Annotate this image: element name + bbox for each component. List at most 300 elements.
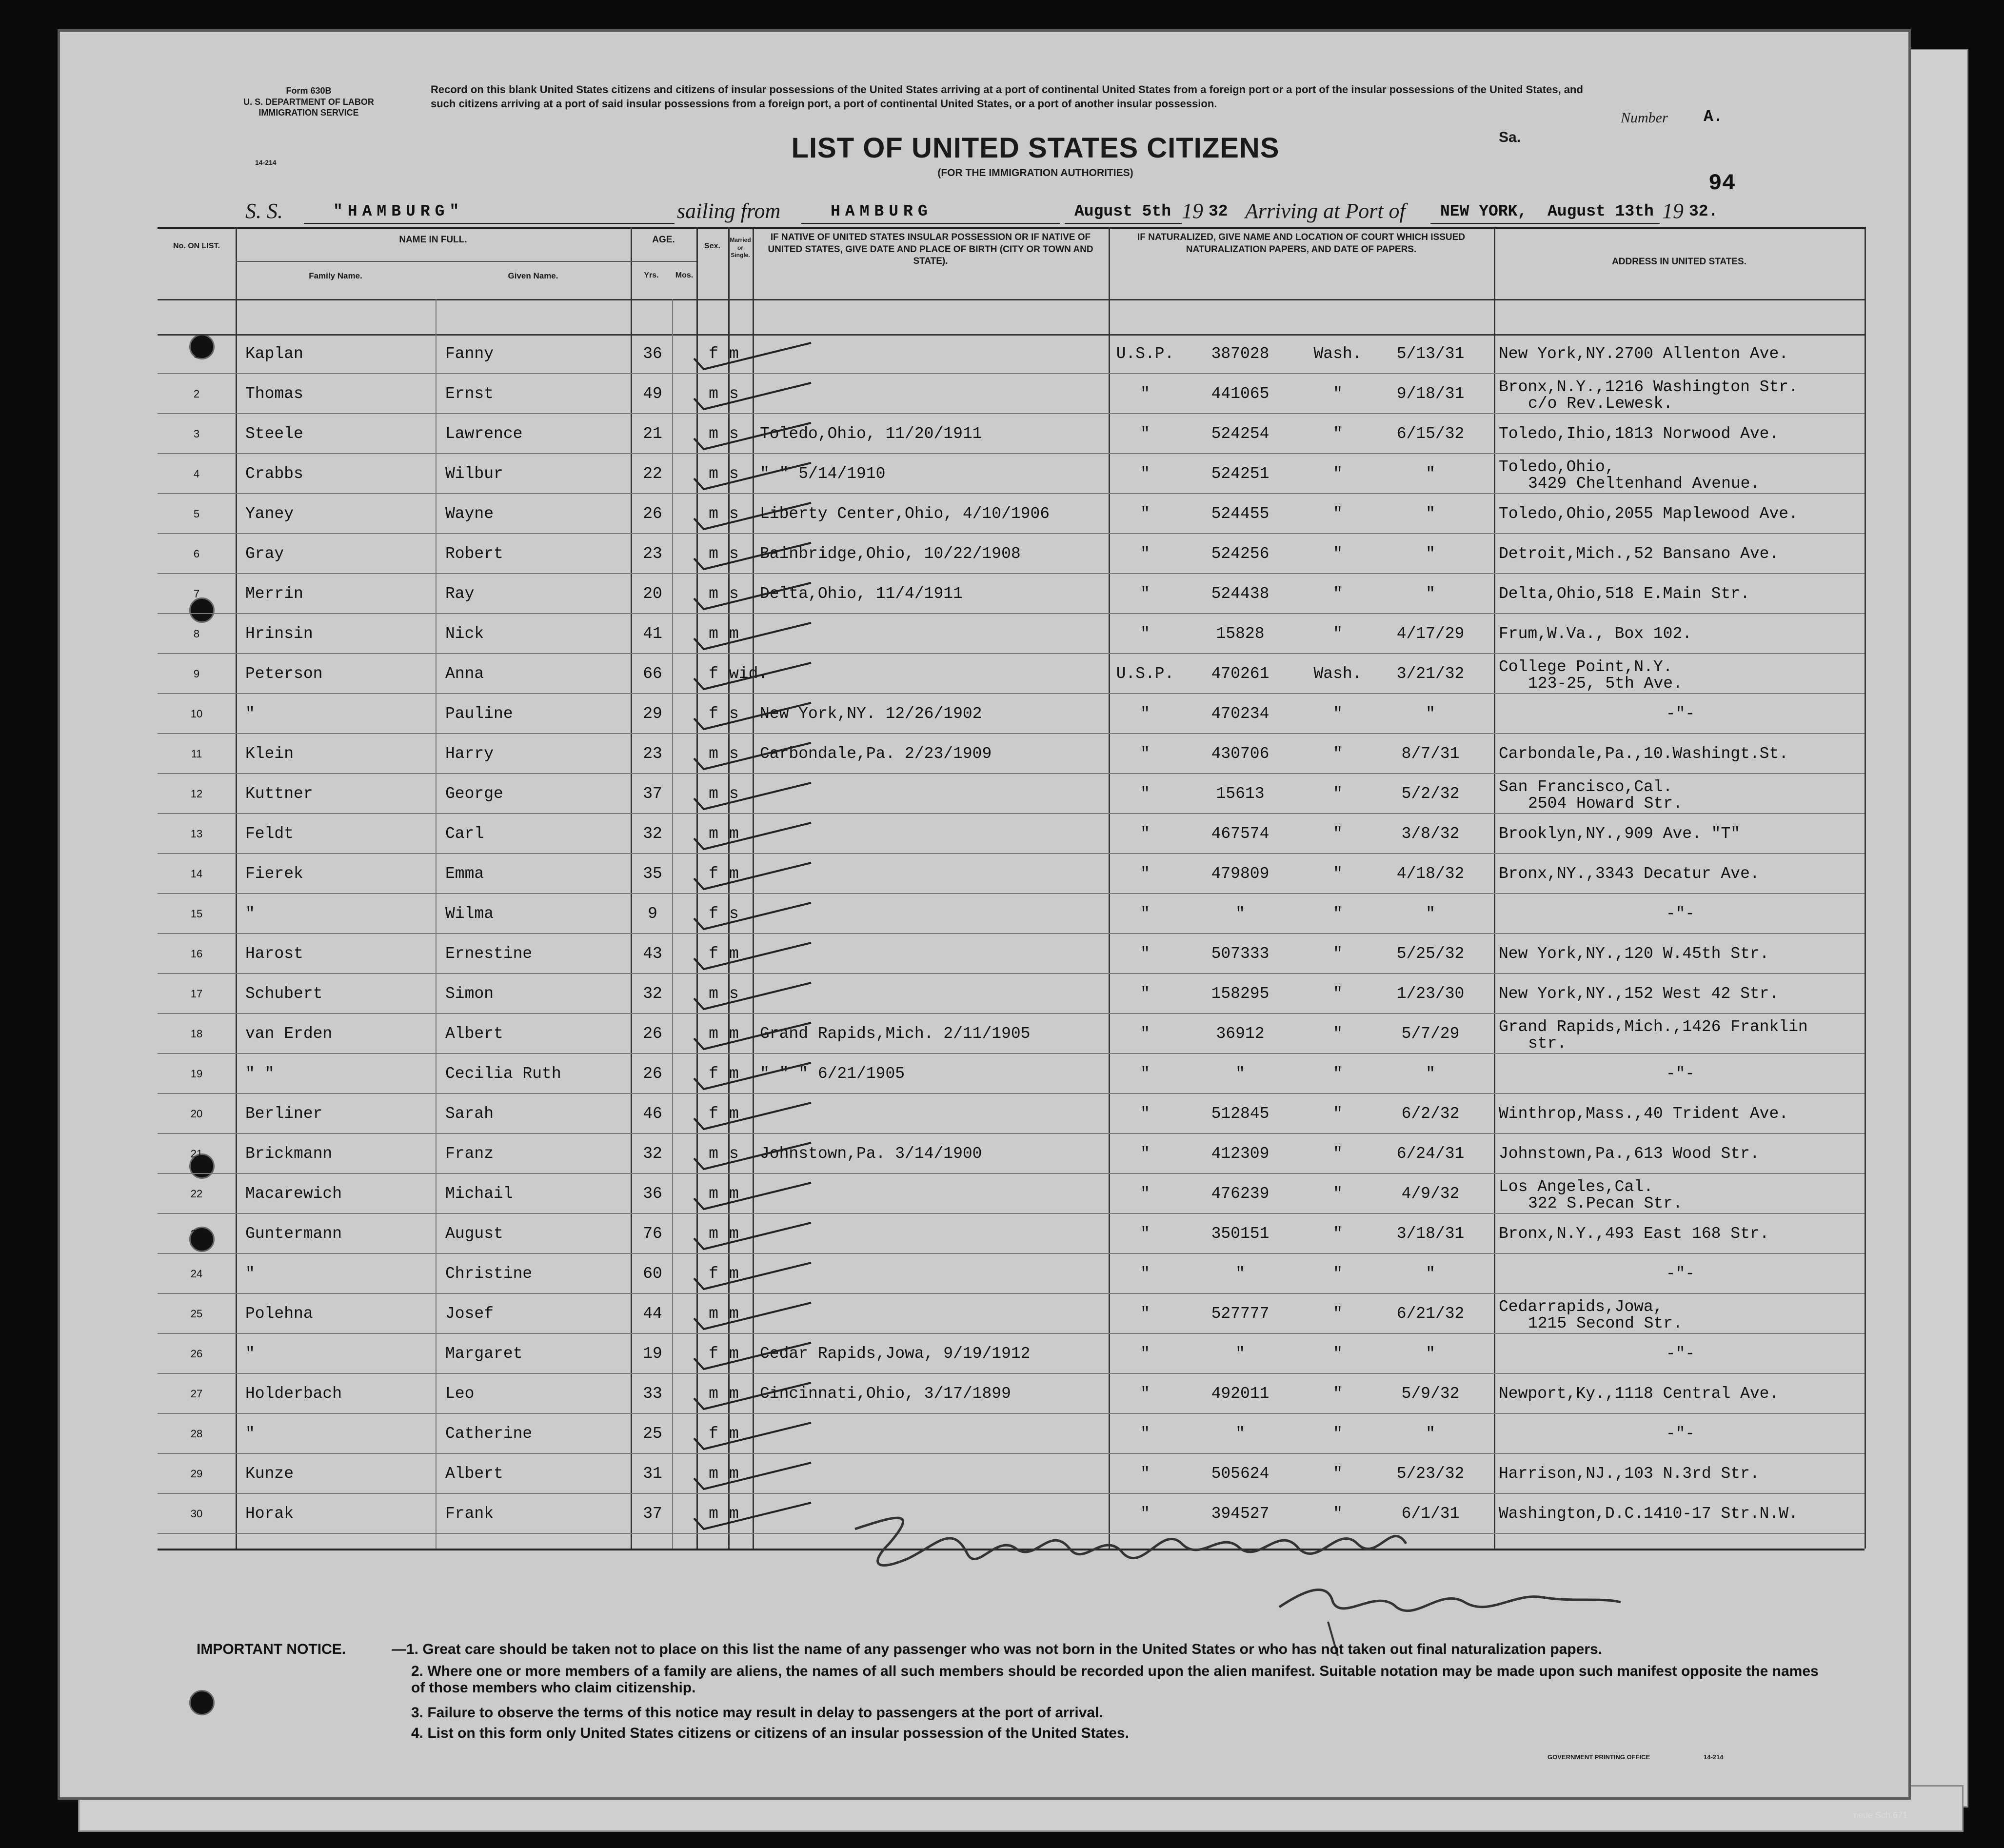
court-location: Wash.	[1313, 345, 1362, 363]
check-mark-icon	[689, 699, 816, 733]
sex: f	[709, 905, 718, 923]
address-line-1: Frum,W.Va., Box 102.	[1499, 625, 1692, 643]
address-line-1: Detroit,Mich.,52 Bansano Ave.	[1499, 545, 1779, 563]
age-years: 32	[643, 985, 662, 1003]
age-years: 20	[643, 585, 662, 603]
paper-number: 527777	[1211, 1305, 1270, 1323]
age-years: 9	[648, 905, 657, 923]
paper-number: 470234	[1211, 705, 1270, 723]
row-rule	[158, 693, 1865, 694]
ss-label: S. S.	[245, 199, 283, 223]
given-name: Wayne	[445, 505, 494, 523]
row-number: 5	[193, 508, 200, 520]
sex: m	[709, 1025, 718, 1043]
row-number: 13	[190, 828, 203, 840]
given-name: Wilbur	[445, 465, 503, 483]
address-line-1: Newport,Ky.,1118 Central Ave.	[1499, 1385, 1779, 1403]
court-location: "	[1333, 705, 1343, 723]
marital-status: m	[729, 1185, 739, 1203]
court: "	[1140, 1505, 1150, 1523]
paper-date: 6/24/31	[1396, 1145, 1465, 1163]
check-mark-icon	[689, 1499, 816, 1533]
sex: m	[709, 545, 718, 563]
paper-date: "	[1426, 505, 1435, 523]
court-location: "	[1333, 385, 1343, 403]
age-years: 44	[643, 1305, 662, 1323]
check-mark-icon	[689, 339, 816, 373]
notice-item-4: 4. List on this form only United States citizens or citizens of an insular possession of the United States.	[411, 1725, 1129, 1741]
family-name: Guntermann	[245, 1225, 342, 1243]
court-location: "	[1333, 945, 1343, 963]
row-number: 23	[190, 1228, 203, 1240]
depart-year: 32	[1209, 202, 1228, 220]
binder-hole	[189, 1690, 215, 1715]
marital-status: m	[729, 1105, 739, 1123]
row-rule	[158, 653, 1865, 654]
age-years: 33	[643, 1385, 662, 1403]
court: "	[1140, 865, 1150, 883]
given-name: August	[445, 1225, 503, 1243]
voyage-line	[60, 188, 1913, 227]
court: "	[1140, 1465, 1150, 1483]
court-location: "	[1333, 1425, 1343, 1443]
age-years: 35	[643, 865, 662, 883]
check-mark-icon	[689, 1339, 816, 1373]
row-rule	[158, 973, 1865, 974]
check-mark-icon	[689, 1299, 816, 1333]
age-years: 26	[643, 505, 662, 523]
court: "	[1140, 1025, 1150, 1043]
court-location: "	[1333, 1345, 1343, 1363]
paper-number: 505624	[1211, 1465, 1270, 1483]
sex: f	[709, 865, 718, 883]
paper-date: 6/15/32	[1396, 425, 1465, 443]
check-mark-icon	[689, 1459, 816, 1493]
sex: m	[709, 625, 718, 643]
marital-status: m	[729, 1025, 739, 1043]
sex: f	[709, 1065, 718, 1083]
address-line-1: Toledo,Ohio,2055 Maplewood Ave.	[1499, 505, 1798, 523]
family-name: van Erden	[245, 1025, 333, 1043]
family-name: Klein	[245, 745, 294, 763]
marital-status: s	[729, 505, 739, 523]
paper-number: 387028	[1211, 345, 1270, 363]
court-location: "	[1333, 785, 1343, 803]
paper-number: "	[1235, 1265, 1245, 1283]
age-years: 23	[643, 745, 662, 763]
court: "	[1140, 585, 1150, 603]
paper-date: 4/17/29	[1396, 625, 1465, 643]
court: "	[1140, 945, 1150, 963]
col-no: No. ON LIST.	[173, 242, 220, 250]
paper-date: "	[1426, 465, 1435, 483]
row-rule	[158, 933, 1865, 934]
court-location: "	[1333, 1225, 1343, 1243]
paper-number: 470261	[1211, 665, 1270, 683]
check-mark-icon	[689, 1179, 816, 1213]
address-line-2: 123-25, 5th Ave.	[1528, 675, 1683, 693]
check-mark-icon	[689, 459, 816, 493]
family-name: Kuttner	[245, 785, 313, 803]
check-mark-icon	[689, 1259, 816, 1293]
court: U.S.P.	[1116, 345, 1174, 363]
court: "	[1140, 1345, 1150, 1363]
paper-date: "	[1426, 1065, 1435, 1083]
age-years: 31	[643, 1465, 662, 1483]
address-line-2: 322 S.Pecan Str.	[1528, 1194, 1683, 1212]
family-name: "	[245, 1265, 255, 1283]
birth-place-date: Grand Rapids,Mich. 2/11/1905	[760, 1025, 1031, 1043]
row-rule	[158, 413, 1865, 414]
given-name: Nick	[445, 625, 484, 643]
check-mark-icon	[689, 939, 816, 973]
row-number: 12	[190, 788, 203, 800]
check-mark-icon	[689, 819, 816, 853]
number-value: A.	[1704, 108, 1723, 126]
paper-date: "	[1426, 705, 1435, 723]
paper-date: 9/18/31	[1396, 385, 1465, 403]
court: "	[1140, 905, 1150, 923]
sex: f	[709, 1345, 718, 1363]
court-location: "	[1333, 1265, 1343, 1283]
given-name: Ray	[445, 585, 475, 603]
given-name: Lawrence	[445, 425, 523, 443]
sex: f	[709, 665, 718, 683]
row-rule	[158, 453, 1865, 454]
paper-number: 524254	[1211, 425, 1270, 443]
age-years: 22	[643, 465, 662, 483]
sex: m	[709, 465, 718, 483]
check-mark-icon	[689, 1059, 816, 1093]
court-location: "	[1333, 1505, 1343, 1523]
given-name: Anna	[445, 665, 484, 683]
sex: f	[709, 1425, 718, 1443]
marital-status: m	[729, 1065, 739, 1083]
sex: m	[709, 1145, 718, 1163]
marital-status: s	[729, 1145, 739, 1163]
check-mark-icon	[689, 579, 816, 613]
marital-status: m	[729, 625, 739, 643]
court-location: "	[1333, 865, 1343, 883]
family-name: Kunze	[245, 1465, 294, 1483]
row-number: 24	[190, 1268, 203, 1280]
row-rule	[158, 853, 1865, 854]
row-number: 19	[190, 1068, 203, 1080]
age-years: 37	[643, 1505, 662, 1523]
court: "	[1140, 1185, 1150, 1203]
given-name: George	[445, 785, 503, 803]
sex: m	[709, 585, 718, 603]
family-name: "	[245, 1345, 255, 1363]
age-years: 21	[643, 425, 662, 443]
court: "	[1140, 1225, 1150, 1243]
sex: m	[709, 745, 718, 763]
given-name: Robert	[445, 545, 503, 563]
family-name: Yaney	[245, 505, 294, 523]
paper-date: 6/1/31	[1401, 1505, 1460, 1523]
court: "	[1140, 385, 1150, 403]
address-line-1: -"-	[1666, 1065, 1695, 1083]
age-years: 76	[643, 1225, 662, 1243]
given-name: Emma	[445, 865, 484, 883]
address-line-1: -"-	[1666, 1345, 1695, 1363]
age-years: 25	[643, 1425, 662, 1443]
page-number: 94	[1708, 171, 1736, 196]
age-years: 41	[643, 625, 662, 643]
arrive-date: August 13th	[1548, 202, 1654, 220]
marital-status: wid.	[729, 665, 768, 683]
marital-status: m	[729, 1505, 739, 1523]
sex: m	[709, 385, 718, 403]
row-number: 18	[190, 1028, 203, 1040]
court: "	[1140, 1385, 1150, 1403]
col-name-in-full: NAME IN FULL.	[399, 235, 467, 245]
row-rule	[158, 733, 1865, 734]
court-location: "	[1333, 585, 1343, 603]
notice-item-1: —1. Great care should be taken not to place on this list the name of any passenger who was not born in the United States or who has not taken out final naturalization papers.	[392, 1641, 1603, 1657]
court-location: "	[1333, 1065, 1343, 1083]
court-location: Wash.	[1313, 665, 1362, 683]
court: "	[1140, 625, 1150, 643]
paper-number: 15613	[1216, 785, 1265, 803]
marital-status: s	[729, 465, 739, 483]
row-number: 26	[190, 1348, 203, 1360]
row-number: 30	[190, 1508, 203, 1520]
family-name: Schubert	[245, 985, 323, 1003]
family-name: Macarewich	[245, 1185, 342, 1203]
arrive-year: 32.	[1689, 202, 1718, 220]
paper-date: 4/9/32	[1401, 1185, 1460, 1203]
paper-number: 430706	[1211, 745, 1270, 763]
paper-number: "	[1235, 1065, 1245, 1083]
paper-date: 6/21/32	[1396, 1305, 1465, 1323]
paper-date: 5/2/32	[1401, 785, 1460, 803]
family-name: Peterson	[245, 665, 323, 683]
age-years: 36	[643, 345, 662, 363]
court-location: "	[1333, 1025, 1343, 1043]
paper-number: 479809	[1211, 865, 1270, 883]
manifest-page	[58, 29, 1911, 1800]
paper-date: 5/25/32	[1396, 945, 1465, 963]
row-number: 10	[190, 708, 203, 720]
family-name: Berliner	[245, 1105, 323, 1123]
marital-status: s	[729, 385, 739, 403]
sex: m	[709, 1185, 718, 1203]
marital-status: s	[729, 905, 739, 923]
age-years: 32	[643, 825, 662, 843]
paper-date: 3/21/32	[1396, 665, 1465, 683]
check-mark-icon	[689, 619, 816, 653]
given-name: Albert	[445, 1025, 503, 1043]
paper-number: "	[1235, 1345, 1245, 1363]
given-name: Michail	[445, 1185, 513, 1203]
marital-status: s	[729, 785, 739, 803]
address-line-2: 1215 Second Str.	[1528, 1314, 1683, 1332]
row-rule	[158, 1093, 1865, 1094]
row-rule	[158, 533, 1865, 534]
court: "	[1140, 1145, 1150, 1163]
court: "	[1140, 1305, 1150, 1323]
check-mark-icon	[689, 899, 816, 933]
check-mark-icon	[689, 1379, 816, 1413]
paper-date: 1/23/30	[1396, 985, 1465, 1003]
court: "	[1140, 1065, 1150, 1083]
court-location: "	[1333, 825, 1343, 843]
page-title: LIST OF UNITED STATES CITIZENS	[791, 132, 1280, 164]
family-name: Feldt	[245, 825, 294, 843]
address-line-1: Toledo,Ihio,1813 Norwood Ave.	[1499, 425, 1779, 443]
marital-status: m	[729, 345, 739, 363]
court: "	[1140, 785, 1150, 803]
given-name: Margaret	[445, 1345, 523, 1363]
birth-place-date: " " " 6/21/1905	[760, 1065, 905, 1083]
sex: m	[709, 425, 718, 443]
marital-status: s	[729, 545, 739, 563]
check-mark-icon	[689, 979, 816, 1013]
court: "	[1140, 825, 1150, 843]
paper-date: 8/7/31	[1401, 745, 1460, 763]
row-number: 17	[190, 988, 203, 1000]
marital-status: m	[729, 1425, 739, 1443]
depart-year-prefix: 19	[1182, 199, 1203, 223]
row-rule	[158, 773, 1865, 774]
marital-status: s	[729, 705, 739, 723]
row-rule	[158, 1333, 1865, 1334]
row-number: 2	[193, 388, 200, 400]
age-years: 26	[643, 1065, 662, 1083]
sex: m	[709, 1385, 718, 1403]
marital-status: m	[729, 1465, 739, 1483]
age-years: 37	[643, 785, 662, 803]
court-location: "	[1333, 625, 1343, 643]
family-name: Horak	[245, 1505, 294, 1523]
paper-number: 524251	[1211, 465, 1270, 483]
marital-status: m	[729, 945, 739, 963]
age-years: 60	[643, 1265, 662, 1283]
family-name: " "	[245, 1065, 275, 1083]
address-line-1: Bronx,N.Y.,1216 Washington Str.	[1499, 378, 1798, 396]
family-name: Fierek	[245, 865, 303, 883]
address-line-2: 2504 Howard Str.	[1528, 795, 1683, 813]
court-location: "	[1333, 425, 1343, 443]
row-number: 16	[190, 948, 203, 960]
marital-status: s	[729, 745, 739, 763]
court-location: "	[1333, 1145, 1343, 1163]
row-number: 7	[193, 588, 200, 600]
sex: m	[709, 825, 718, 843]
paper-date: 6/2/32	[1401, 1105, 1460, 1123]
address-line-1: Johnstown,Pa.,613 Wood Str.	[1499, 1145, 1760, 1163]
court: "	[1140, 465, 1150, 483]
given-name: Cecilia Ruth	[445, 1065, 561, 1083]
marital-status: m	[729, 1345, 739, 1363]
check-mark-icon	[689, 659, 816, 693]
given-name: Pauline	[445, 705, 513, 723]
row-rule	[158, 1373, 1865, 1374]
col-given: Given Name.	[508, 271, 558, 280]
paper-number: 350151	[1211, 1225, 1270, 1243]
check-mark-icon	[689, 859, 816, 893]
birth-place-date: New York,NY. 12/26/1902	[760, 705, 982, 723]
col-mos: Mos.	[675, 271, 694, 279]
address-line-1: Toledo,Ohio,	[1499, 458, 1615, 476]
age-years: 36	[643, 1185, 662, 1203]
birth-place-date: " " 5/14/1910	[760, 465, 886, 483]
address-line-1: -"-	[1666, 705, 1695, 723]
row-rule	[158, 1133, 1865, 1134]
ship-name: "HAMBURG"	[333, 202, 464, 220]
address-line-1: Winthrop,Mass.,40 Trident Ave.	[1499, 1105, 1789, 1123]
form-code: 14-214	[255, 159, 277, 166]
from-port: HAMBURG	[831, 202, 933, 220]
court-location: "	[1333, 1385, 1343, 1403]
given-name: Christine	[445, 1265, 533, 1283]
arrive-year-prefix: 19	[1662, 199, 1684, 223]
paper-date: 5/13/31	[1396, 345, 1465, 363]
address-line-1: Los Angeles,Cal.	[1499, 1178, 1653, 1196]
check-mark-icon	[689, 379, 816, 413]
address-line-1: College Point,N.Y.	[1499, 658, 1673, 676]
form-id-line: U. S. DEPARTMENT OF LABOR	[243, 97, 374, 107]
paper-date: 3/18/31	[1396, 1225, 1465, 1243]
paper-date: 5/7/29	[1401, 1025, 1460, 1043]
notice-item-2: 2. Where one or more members of a family are aliens, the names of all such members should be recorded upon the alien manifest. Suitable notation may be made upon such manifest opposite the names of those members who claim citizenship.	[411, 1663, 1819, 1696]
address-line-1: Harrison,NJ.,103 N.3rd Str.	[1499, 1465, 1760, 1483]
marital-status: m	[729, 865, 739, 883]
birth-place-date: Delta,Ohio, 11/4/1911	[760, 585, 963, 603]
family-name: Holderbach	[245, 1385, 342, 1403]
row-rule	[158, 893, 1865, 894]
paper-date: "	[1426, 1345, 1435, 1363]
address-line-2: str.	[1528, 1034, 1567, 1053]
row-rule	[158, 1213, 1865, 1214]
address-line-2: 3429 Cheltenhand Avenue.	[1528, 475, 1760, 493]
age-years: 26	[643, 1025, 662, 1043]
birth-place-date: Cincinnati,Ohio, 3/17/1899	[760, 1385, 1011, 1403]
check-mark-icon	[689, 1419, 816, 1453]
sailing-label: sailing from	[677, 199, 781, 223]
address-line-2: c/o Rev.Lewesk.	[1528, 395, 1673, 413]
binder-hole	[189, 597, 215, 623]
court: "	[1140, 985, 1150, 1003]
row-rule	[158, 1173, 1865, 1174]
given-name: Catherine	[445, 1425, 533, 1443]
court-location: "	[1333, 465, 1343, 483]
paper-number: 507333	[1211, 945, 1270, 963]
court: "	[1140, 705, 1150, 723]
family-name: Kaplan	[245, 345, 303, 363]
check-mark-icon	[689, 539, 816, 573]
family-name: Merrin	[245, 585, 303, 603]
court-location: "	[1333, 505, 1343, 523]
paper-date: "	[1426, 1265, 1435, 1283]
neue-label: neue Sch.671	[1853, 1810, 1908, 1820]
court: "	[1140, 1265, 1150, 1283]
birth-place-date: Liberty Center,Ohio, 4/10/1906	[760, 505, 1050, 523]
row-number: 21	[190, 1148, 203, 1160]
check-mark-icon	[689, 1019, 816, 1053]
birth-place-date: Carbondale,Pa. 2/23/1909	[760, 745, 992, 763]
birth-place-date: Johnstown,Pa. 3/14/1900	[760, 1145, 982, 1163]
paper-date: "	[1426, 905, 1435, 923]
address-line-1: San Francisco,Cal.	[1499, 778, 1673, 796]
paper-date: "	[1426, 1425, 1435, 1443]
address-line-1: Carbondale,Pa.,10.Washingt.St.	[1499, 745, 1789, 763]
court-location: "	[1333, 1465, 1343, 1483]
court: "	[1140, 1105, 1150, 1123]
marital-status: s	[729, 585, 739, 603]
age-years: 32	[643, 1145, 662, 1163]
